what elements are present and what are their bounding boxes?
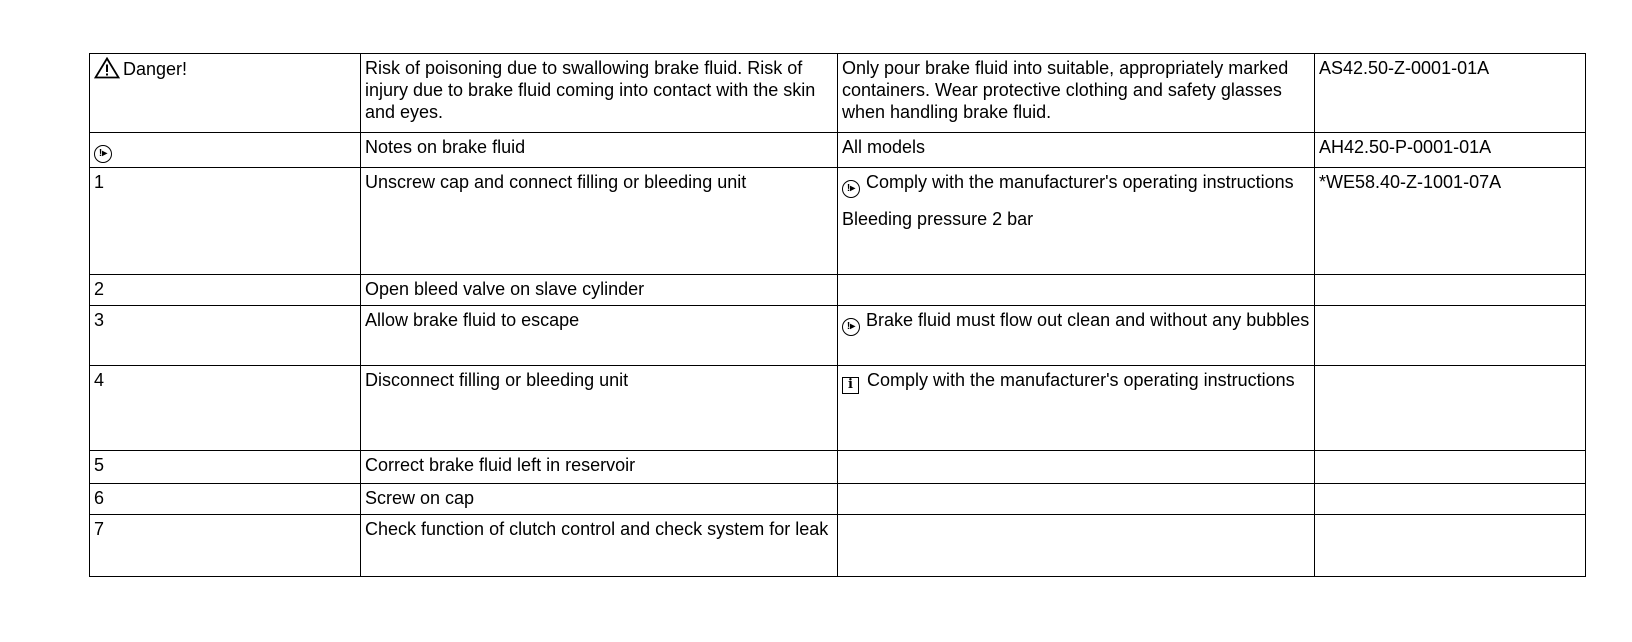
precaution-text: Only pour brake fluid into suitable, appropriately marked containers. Wear protective clothing and safety glasses when handling brake fluid.	[838, 54, 1315, 133]
document-reference: AS42.50-Z-0001-01A	[1315, 54, 1586, 133]
table-row	[90, 306, 1586, 366]
table-row	[90, 366, 1586, 451]
hint-cell	[90, 133, 361, 168]
step-text: Correct brake fluid left in reservoir	[361, 451, 838, 484]
step-number: 4	[90, 366, 361, 451]
info-square-icon: i	[842, 377, 859, 394]
hint-circle-icon: !▸	[94, 145, 112, 163]
document-reference	[1315, 306, 1586, 366]
bleeding-pressure-value: 2 bar	[992, 209, 1034, 229]
remark-cell	[838, 366, 1315, 451]
remark-cell	[838, 168, 1315, 275]
table-row	[90, 451, 1586, 484]
procedure-table	[89, 53, 1586, 577]
remark-text: Comply with the manufacturer's operating instructions	[867, 370, 1295, 390]
step-text: Disconnect filling or bleeding unit	[361, 366, 838, 451]
document-reference	[1315, 275, 1586, 306]
step-number: 3	[90, 306, 361, 366]
document-reference	[1315, 366, 1586, 451]
remark-text: All models	[838, 133, 1315, 168]
hint-circle-icon: !▸	[842, 180, 860, 198]
remark-text: Brake fluid must flow out clean and without any bubbles	[866, 310, 1310, 330]
step-number: 1	[90, 168, 361, 275]
table-row	[90, 54, 1586, 133]
risk-text: Risk of poisoning due to swallowing brake fluid. Risk of injury due to brake fluid coming into contact with the skin and eyes.	[361, 54, 838, 133]
step-text: Unscrew cap and connect filling or bleeding unit	[361, 168, 838, 275]
step-text: Check function of clutch control and check system for leak	[361, 515, 838, 577]
remark-cell	[838, 484, 1315, 515]
document-reference	[1315, 515, 1586, 577]
document-reference: *WE58.40-Z-1001-07A	[1315, 168, 1586, 275]
step-number: 2	[90, 275, 361, 306]
step-number: 7	[90, 515, 361, 577]
remark-cell	[838, 451, 1315, 484]
table-row	[90, 484, 1586, 515]
document-reference	[1315, 484, 1586, 515]
warning-triangle-icon	[94, 59, 123, 79]
hint-circle-icon: !▸	[842, 318, 860, 336]
remark-cell	[838, 275, 1315, 306]
document-reference	[1315, 451, 1586, 484]
danger-label: Danger!	[123, 59, 188, 79]
step-number: 5	[90, 451, 361, 484]
remark-text: Comply with the manufacturer's operating instructions	[866, 172, 1294, 192]
step-text: Notes on brake fluid	[361, 133, 838, 168]
step-text: Allow brake fluid to escape	[361, 306, 838, 366]
step-number: 6	[90, 484, 361, 515]
bleeding-pressure-label: Bleeding pressure	[842, 209, 988, 229]
table-row	[90, 515, 1586, 577]
remark-cell	[838, 515, 1315, 577]
table-row	[90, 168, 1586, 275]
step-text: Open bleed valve on slave cylinder	[361, 275, 838, 306]
remark-cell	[838, 306, 1315, 366]
danger-cell	[90, 54, 361, 133]
table-row	[90, 133, 1586, 168]
step-text: Screw on cap	[361, 484, 838, 515]
table-row	[90, 275, 1586, 306]
document-reference: AH42.50-P-0001-01A	[1315, 133, 1586, 168]
